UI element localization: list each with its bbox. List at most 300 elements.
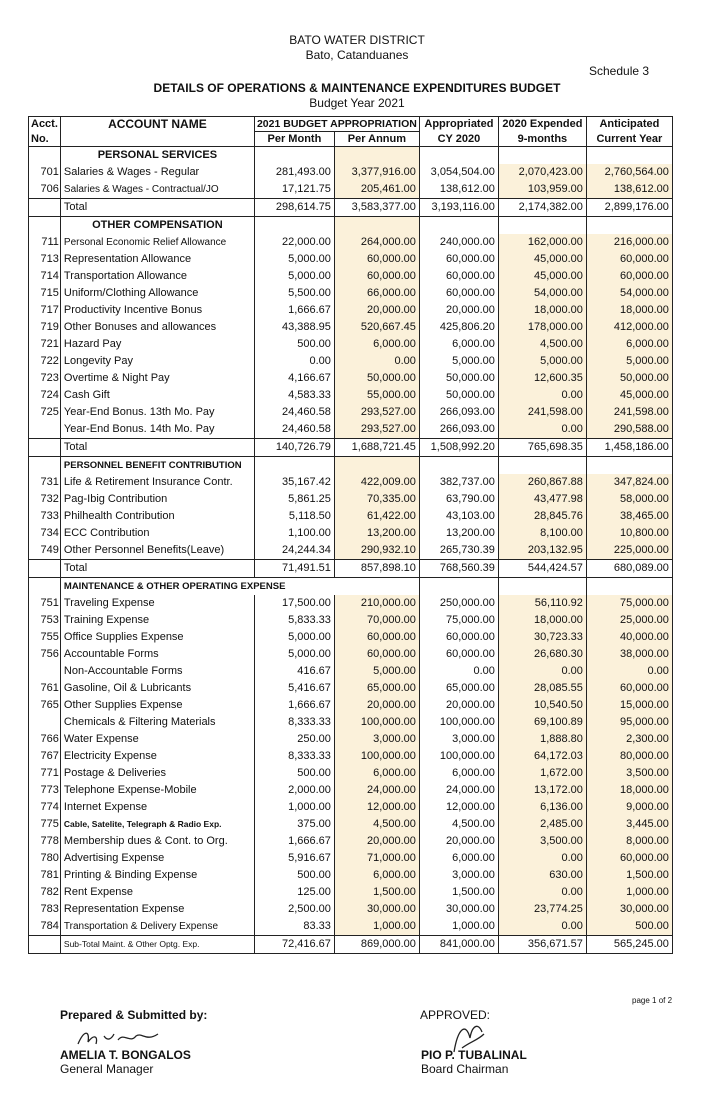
acct-number [29, 560, 61, 578]
schedule-label: Schedule 3 [589, 64, 650, 78]
per-month-value: 4,583.33 [254, 387, 334, 404]
account-name: Salaries & Wages - Contractual/JO [60, 181, 254, 199]
table-row [29, 181, 673, 199]
expended-9months-value: 178,000.00 [498, 319, 586, 336]
appropriated-cy2020-value: 60,000.00 [419, 285, 498, 302]
account-name: Longevity Pay [60, 353, 254, 370]
expended-9months-value: 8,100.00 [498, 525, 586, 542]
acct-number: 771 [29, 765, 61, 782]
appropriated-cy2020-value: 1,500.00 [419, 884, 498, 901]
anticipated-value: 3,500.00 [586, 765, 672, 782]
expended-9months-value: 0.00 [498, 850, 586, 867]
acct-number: 755 [29, 629, 61, 646]
appropriated-cy2020-value: 60,000.00 [419, 268, 498, 285]
anticipated-value: 2,300.00 [586, 731, 672, 748]
col-account-name: ACCOUNT NAME [60, 117, 254, 147]
account-name: Other Bonuses and allowances [60, 319, 254, 336]
table-row [29, 164, 673, 181]
account-name: Chemicals & Filtering Materials [60, 714, 254, 731]
gm-name: AMELIA T. BONGALOS [60, 1048, 191, 1062]
table-row [29, 646, 673, 663]
table-row [29, 884, 673, 901]
acct-number: 725 [29, 404, 61, 421]
appropriated-cy2020-value: 265,730.39 [419, 542, 498, 560]
expended-9months-value: 69,100.89 [498, 714, 586, 731]
account-name: Salaries & Wages - Regular [60, 164, 254, 181]
acct-number: 713 [29, 251, 61, 268]
per-annum-value: 13,200.00 [334, 525, 419, 542]
per-month-value: 298,614.75 [254, 199, 334, 217]
acct-number: 774 [29, 799, 61, 816]
acct-number: 719 [29, 319, 61, 336]
per-month-value: 1,666.67 [254, 697, 334, 714]
table-body [29, 147, 673, 954]
anticipated-value: 15,000.00 [586, 697, 672, 714]
per-month-value: 17,500.00 [254, 595, 334, 612]
per-annum-value: 210,000.00 [334, 595, 419, 612]
acct-number: 753 [29, 612, 61, 629]
expended-9months-value: 3,500.00 [498, 833, 586, 850]
per-month-value: 5,000.00 [254, 268, 334, 285]
anticipated-value: 80,000.00 [586, 748, 672, 765]
per-annum-value: 12,000.00 [334, 799, 419, 816]
per-annum-value: 70,000.00 [334, 612, 419, 629]
appropriated-cy2020-value: 20,000.00 [419, 833, 498, 850]
expended-9months-value: 260,867.88 [498, 474, 586, 491]
expended-9months-value: 0.00 [498, 387, 586, 404]
acct-number: 715 [29, 285, 61, 302]
per-annum-value: 30,000.00 [334, 901, 419, 918]
per-month-value: 500.00 [254, 336, 334, 353]
appropriated-cy2020-value: 6,000.00 [419, 336, 498, 353]
per-annum-value: 100,000.00 [334, 714, 419, 731]
org-name: BATO WATER DISTRICT [289, 33, 425, 47]
per-annum-value: 5,000.00 [334, 663, 419, 680]
anticipated-value: 38,000.00 [586, 646, 672, 663]
expended-9months-value: 103,959.00 [498, 181, 586, 199]
acct-number: 721 [29, 336, 61, 353]
per-month-value: 2,000.00 [254, 782, 334, 799]
per-annum-value: 55,000.00 [334, 387, 419, 404]
per-month-value: 83.33 [254, 918, 334, 936]
table-row [29, 542, 673, 560]
per-month-value: 5,861.25 [254, 491, 334, 508]
account-name: Gasoline, Oil & Lubricants [60, 680, 254, 697]
appropriated-cy2020-value: 20,000.00 [419, 697, 498, 714]
table-row [29, 595, 673, 612]
col-expended: 2020 Expended [498, 117, 586, 132]
expended-9months-value: 203,132.95 [498, 542, 586, 560]
per-annum-value: 60,000.00 [334, 268, 419, 285]
per-annum-value: 70,335.00 [334, 491, 419, 508]
prepared-label: Prepared & Submitted by: [60, 1008, 208, 1022]
appropriated-cy2020-value: 0.00 [419, 663, 498, 680]
anticipated-value: 8,000.00 [586, 833, 672, 850]
expended-9months-value: 0.00 [498, 918, 586, 936]
acct-number: 717 [29, 302, 61, 319]
per-annum-value: 3,000.00 [334, 731, 419, 748]
per-month-value: 43,388.95 [254, 319, 334, 336]
per-annum-value: 293,527.00 [334, 404, 419, 421]
expended-9months-value: 45,000.00 [498, 268, 586, 285]
appropriated-cy2020-value: 60,000.00 [419, 629, 498, 646]
expended-9months-value: 5,000.00 [498, 353, 586, 370]
account-name: Training Expense [60, 612, 254, 629]
appropriated-cy2020-value: 13,200.00 [419, 525, 498, 542]
anticipated-value: 500.00 [586, 918, 672, 936]
account-name: Representation Allowance [60, 251, 254, 268]
expended-9months-value: 64,172.03 [498, 748, 586, 765]
anticipated-value: 290,588.00 [586, 421, 672, 439]
account-name: Philhealth Contribution [60, 508, 254, 525]
acct-number [29, 421, 61, 439]
per-month-value: 35,167.42 [254, 474, 334, 491]
appropriated-cy2020-value: 100,000.00 [419, 714, 498, 731]
account-name: Electricity Expense [60, 748, 254, 765]
anticipated-value: 3,445.00 [586, 816, 672, 833]
expended-9months-value: 2,174,382.00 [498, 199, 586, 217]
expended-9months-value: 12,600.35 [498, 370, 586, 387]
account-name: Uniform/Clothing Allowance [60, 285, 254, 302]
anticipated-value: 225,000.00 [586, 542, 672, 560]
table-row [29, 799, 673, 816]
per-annum-value: 6,000.00 [334, 867, 419, 884]
per-annum-value: 293,527.00 [334, 421, 419, 439]
per-annum-value: 290,932.10 [334, 542, 419, 560]
anticipated-value: 50,000.00 [586, 370, 672, 387]
table-row [29, 714, 673, 731]
appropriated-cy2020-value: 266,093.00 [419, 404, 498, 421]
expended-9months-value: 2,485.00 [498, 816, 586, 833]
table-row [29, 663, 673, 680]
anticipated-value: 1,458,186.00 [586, 439, 672, 457]
section-row [29, 457, 673, 475]
anticipated-value: 25,000.00 [586, 612, 672, 629]
appropriated-cy2020-value: 30,000.00 [419, 901, 498, 918]
per-month-value: 24,244.34 [254, 542, 334, 560]
expended-9months-value: 2,070,423.00 [498, 164, 586, 181]
account-name: Total [60, 439, 254, 457]
anticipated-value: 138,612.00 [586, 181, 672, 199]
per-annum-value: 3,377,916.00 [334, 164, 419, 181]
anticipated-value: 60,000.00 [586, 680, 672, 697]
col-9months: 9-months [498, 132, 586, 147]
expended-9months-value: 1,888.80 [498, 731, 586, 748]
per-annum-value: 71,000.00 [334, 850, 419, 867]
acct-number: 724 [29, 387, 61, 404]
anticipated-value: 40,000.00 [586, 629, 672, 646]
acct-number: 711 [29, 234, 61, 251]
col-appropriated: Appropriated [419, 117, 498, 132]
acct-number [29, 936, 61, 954]
expended-9months-value: 630.00 [498, 867, 586, 884]
account-name: Postage & Deliveries [60, 765, 254, 782]
expended-9months-value: 30,723.33 [498, 629, 586, 646]
expended-9months-value: 54,000.00 [498, 285, 586, 302]
appropriated-cy2020-value: 240,000.00 [419, 234, 498, 251]
per-month-value: 5,000.00 [254, 251, 334, 268]
account-name: Traveling Expense [60, 595, 254, 612]
table-row [29, 525, 673, 542]
account-name: Advertising Expense [60, 850, 254, 867]
per-month-value: 5,833.33 [254, 612, 334, 629]
anticipated-value: 412,000.00 [586, 319, 672, 336]
account-name: Telephone Expense-Mobile [60, 782, 254, 799]
section-row [29, 147, 673, 165]
chairman-name: PIO P. TUBALINAL [421, 1048, 527, 1062]
anticipated-value: 241,598.00 [586, 404, 672, 421]
expended-9months-value: 26,680.30 [498, 646, 586, 663]
section-title: MAINTENANCE & OTHER OPERATING EXPENSE [60, 578, 419, 596]
appropriated-cy2020-value: 50,000.00 [419, 370, 498, 387]
anticipated-value: 6,000.00 [586, 336, 672, 353]
approved-label: APPROVED: [420, 1008, 491, 1022]
empty-cell [586, 217, 672, 235]
per-annum-value: 20,000.00 [334, 302, 419, 319]
per-month-value: 24,460.58 [254, 404, 334, 421]
per-annum-value: 60,000.00 [334, 251, 419, 268]
account-name: Total [60, 560, 254, 578]
table-row [29, 370, 673, 387]
per-annum-value: 20,000.00 [334, 833, 419, 850]
account-name: Accountable Forms [60, 646, 254, 663]
per-annum-value: 1,688,721.45 [334, 439, 419, 457]
expended-9months-value: 28,845.76 [498, 508, 586, 525]
acct-number: 784 [29, 918, 61, 936]
anticipated-value: 30,000.00 [586, 901, 672, 918]
per-annum-value: 6,000.00 [334, 765, 419, 782]
empty-cell [498, 578, 586, 596]
per-annum-value: 205,461.00 [334, 181, 419, 199]
appropriated-cy2020-value: 1,508,992.20 [419, 439, 498, 457]
empty-cell [586, 578, 672, 596]
account-name: Internet Expense [60, 799, 254, 816]
per-month-value: 125.00 [254, 884, 334, 901]
empty-cell [254, 217, 334, 235]
per-annum-value: 24,000.00 [334, 782, 419, 799]
anticipated-value: 1,000.00 [586, 884, 672, 901]
per-annum-value: 60,000.00 [334, 629, 419, 646]
expended-9months-value: 0.00 [498, 663, 586, 680]
section-title: PERSONAL SERVICES [60, 147, 254, 165]
acct-number: 722 [29, 353, 61, 370]
acct-number: 723 [29, 370, 61, 387]
appropriated-cy2020-value: 5,000.00 [419, 353, 498, 370]
expended-9months-value: 0.00 [498, 884, 586, 901]
per-month-value: 5,916.67 [254, 850, 334, 867]
per-annum-value: 6,000.00 [334, 336, 419, 353]
table-row [29, 285, 673, 302]
expended-9months-value: 765,698.35 [498, 439, 586, 457]
table-row [29, 833, 673, 850]
col-no: No. [29, 132, 61, 147]
account-name: Pag-Ibig Contribution [60, 491, 254, 508]
per-annum-value: 869,000.00 [334, 936, 419, 954]
account-name: Overtime & Night Pay [60, 370, 254, 387]
per-month-value: 71,491.51 [254, 560, 334, 578]
appropriated-cy2020-value: 768,560.39 [419, 560, 498, 578]
anticipated-value: 60,000.00 [586, 268, 672, 285]
empty-cell [419, 457, 498, 475]
total-row [29, 439, 673, 457]
account-name: Year-End Bonus. 14th Mo. Pay [60, 421, 254, 439]
per-annum-value: 422,009.00 [334, 474, 419, 491]
appropriated-cy2020-value: 3,193,116.00 [419, 199, 498, 217]
acct-number: 734 [29, 525, 61, 542]
per-annum-value: 61,422.00 [334, 508, 419, 525]
per-annum-value: 60,000.00 [334, 646, 419, 663]
appropriated-cy2020-value: 100,000.00 [419, 748, 498, 765]
table-row [29, 353, 673, 370]
page-number: page 1 of 2 [632, 996, 673, 1005]
expended-9months-value: 23,774.25 [498, 901, 586, 918]
empty-cell [254, 147, 334, 165]
per-month-value: 8,333.33 [254, 714, 334, 731]
per-annum-value: 100,000.00 [334, 748, 419, 765]
acct-number: 775 [29, 816, 61, 833]
appropriated-cy2020-value: 266,093.00 [419, 421, 498, 439]
anticipated-value: 18,000.00 [586, 782, 672, 799]
acct-number: 714 [29, 268, 61, 285]
section-row [29, 578, 673, 596]
expended-9months-value: 544,424.57 [498, 560, 586, 578]
anticipated-value: 60,000.00 [586, 251, 672, 268]
per-annum-value: 264,000.00 [334, 234, 419, 251]
acct-cell [29, 217, 61, 235]
empty-cell [419, 147, 498, 165]
table-row [29, 421, 673, 439]
section-title: OTHER COMPENSATION [60, 217, 254, 235]
per-month-value: 375.00 [254, 816, 334, 833]
per-month-value: 22,000.00 [254, 234, 334, 251]
table-row [29, 387, 673, 404]
account-name: Sub-Total Maint. & Other Optg. Exp. [60, 936, 254, 954]
anticipated-value: 0.00 [586, 663, 672, 680]
appropriated-cy2020-value: 63,790.00 [419, 491, 498, 508]
expended-9months-value: 4,500.00 [498, 336, 586, 353]
appropriated-cy2020-value: 12,000.00 [419, 799, 498, 816]
per-month-value: 4,166.67 [254, 370, 334, 387]
acct-number: 756 [29, 646, 61, 663]
appropriated-cy2020-value: 60,000.00 [419, 251, 498, 268]
account-name: ECC Contribution [60, 525, 254, 542]
header-row-1 [29, 117, 673, 132]
col-budget-approp: 2021 BUDGET APPROPRIATION [254, 117, 419, 132]
appropriated-cy2020-value: 43,103.00 [419, 508, 498, 525]
anticipated-value: 565,245.00 [586, 936, 672, 954]
table-row [29, 918, 673, 936]
anticipated-value: 2,899,176.00 [586, 199, 672, 217]
col-anticipated: Anticipated [586, 117, 672, 132]
anticipated-value: 18,000.00 [586, 302, 672, 319]
empty-cell [419, 217, 498, 235]
account-name: Life & Retirement Insurance Contr. [60, 474, 254, 491]
table-row [29, 697, 673, 714]
expended-9months-value: 18,000.00 [498, 302, 586, 319]
table-row [29, 234, 673, 251]
signature-gm [74, 1026, 164, 1050]
appropriated-cy2020-value: 65,000.00 [419, 680, 498, 697]
table-row [29, 404, 673, 421]
appropriated-cy2020-value: 6,000.00 [419, 850, 498, 867]
expended-9months-value: 241,598.00 [498, 404, 586, 421]
table-row [29, 816, 673, 833]
per-annum-value: 520,667.45 [334, 319, 419, 336]
expended-9months-value: 13,172.00 [498, 782, 586, 799]
account-name: Total [60, 199, 254, 217]
appropriated-cy2020-value: 60,000.00 [419, 646, 498, 663]
account-name: Other Personnel Benefits(Leave) [60, 542, 254, 560]
total-row [29, 560, 673, 578]
expended-9months-value: 18,000.00 [498, 612, 586, 629]
anticipated-value: 58,000.00 [586, 491, 672, 508]
per-month-value: 416.67 [254, 663, 334, 680]
total-row [29, 199, 673, 217]
col-cy2020: CY 2020 [419, 132, 498, 147]
per-annum-value: 4,500.00 [334, 816, 419, 833]
section-row [29, 217, 673, 235]
per-month-value: 2,500.00 [254, 901, 334, 918]
empty-cell [498, 457, 586, 475]
anticipated-value: 1,500.00 [586, 867, 672, 884]
expended-9months-value: 0.00 [498, 421, 586, 439]
appropriated-cy2020-value: 20,000.00 [419, 302, 498, 319]
anticipated-value: 75,000.00 [586, 595, 672, 612]
account-name: Water Expense [60, 731, 254, 748]
account-name: Personal Economic Relief Allowance [60, 234, 254, 251]
per-month-value: 17,121.75 [254, 181, 334, 199]
acct-number [29, 663, 61, 680]
table-row [29, 319, 673, 336]
expended-9months-value: 43,477.98 [498, 491, 586, 508]
per-month-value: 140,726.79 [254, 439, 334, 457]
table-row [29, 268, 673, 285]
per-month-value: 1,666.67 [254, 833, 334, 850]
anticipated-value: 5,000.00 [586, 353, 672, 370]
acct-number: 761 [29, 680, 61, 697]
appropriated-cy2020-value: 3,054,504.00 [419, 164, 498, 181]
table-row [29, 629, 673, 646]
anticipated-value: 38,465.00 [586, 508, 672, 525]
table-row [29, 765, 673, 782]
acct-number: 765 [29, 697, 61, 714]
anticipated-value: 45,000.00 [586, 387, 672, 404]
account-name: Rent Expense [60, 884, 254, 901]
acct-cell [29, 147, 61, 165]
per-month-value: 1,100.00 [254, 525, 334, 542]
per-annum-value: 3,583,377.00 [334, 199, 419, 217]
expended-9months-value: 1,672.00 [498, 765, 586, 782]
document-title: DETAILS OF OPERATIONS & MAINTENANCE EXPENDITURES BUDGET [153, 81, 561, 95]
appropriated-cy2020-value: 4,500.00 [419, 816, 498, 833]
table-row [29, 302, 673, 319]
per-annum-value: 65,000.00 [334, 680, 419, 697]
expended-9months-value: 56,110.92 [498, 595, 586, 612]
expended-9months-value: 10,540.50 [498, 697, 586, 714]
col-per-annum: Per Annum [334, 132, 419, 147]
table-row [29, 680, 673, 697]
per-month-value: 1,000.00 [254, 799, 334, 816]
table-row [29, 491, 673, 508]
anticipated-value: 347,824.00 [586, 474, 672, 491]
table-row [29, 336, 673, 353]
table-row [29, 612, 673, 629]
per-month-value: 8,333.33 [254, 748, 334, 765]
gm-title: General Manager [60, 1062, 154, 1076]
per-month-value: 1,666.67 [254, 302, 334, 319]
acct-number: 766 [29, 731, 61, 748]
account-name: Cash Gift [60, 387, 254, 404]
